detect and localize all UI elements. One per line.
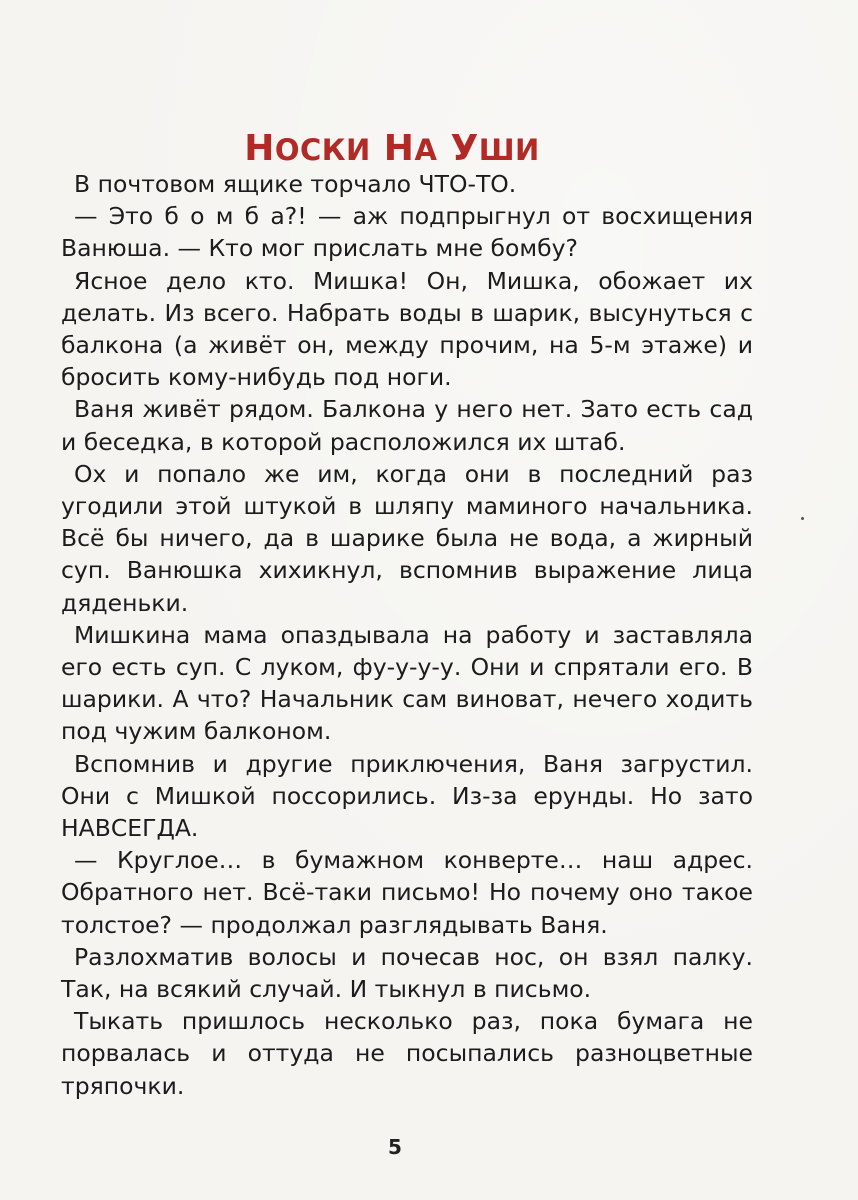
paragraph: Тыкать пришлось несколько раз, пока бумага не порвалась и оттуда не посыпались разноцветные тряпочки. [61, 1007, 753, 1100]
paragraph: В почтовом ящике торчало ЧТО-ТО. [74, 170, 517, 198]
paragraph: — Круглое… в бумажном конверте… наш адрес. Обратного нет. Всё-таки письмо! Но почему оно такое толстое? — продолжал разглядывать Ваня. [61, 846, 753, 939]
paragraph: Мишкина мама опаздывала на работу и заставляла его есть суп. С луком, фу-у-у-у. Они и спрятали его. В шарики. А что? Начальник сам виноват, нечего ходить под чужим балконом. [61, 620, 753, 746]
paragraph: Ясное дело кто. Мишка! Он, Мишка, обожает их делать. Из всего. Набрать воды в шарик, высунуться с балкона (а живёт он, между прочим, на 5-м этаже) и бросить кому-нибудь под ноги. [61, 266, 753, 392]
paragraph: Ох и попало же им, когда они в последний раз угодили этой штукой в шляпу маминого начальника. Всё бы ничего, да в шарике была не вода, а жирный суп. Ванюшка хихикнул, вспомнив выражение лица дяденьки. [61, 459, 753, 617]
paper-speck [801, 517, 804, 520]
paragraph: — Это б о м б а?! — аж подпрыгнул от восхищения Ванюша. — Кто мог прислать мне бомбу? [61, 202, 753, 263]
paragraph: Ваня живёт рядом. Балкона у него нет. Зато есть сад и беседка, в которой расположился их штаб. [61, 395, 753, 456]
story-text [61, 168, 753, 1102]
paragraph: Вспомнив и другие приключения, Ваня загрустил. Они с Мишкой поссорились. Из-за ерунды. Но зато НАВСЕГДА. [61, 749, 753, 843]
paragraph: Разлохматив волосы и почесав нос, он взял палку. Так, на всякий случай. И тыкнул в письмо. [61, 942, 753, 1004]
chapter-title: НОСКИ НА УШИ [244, 128, 540, 170]
page-number: 5 [388, 1135, 402, 1159]
